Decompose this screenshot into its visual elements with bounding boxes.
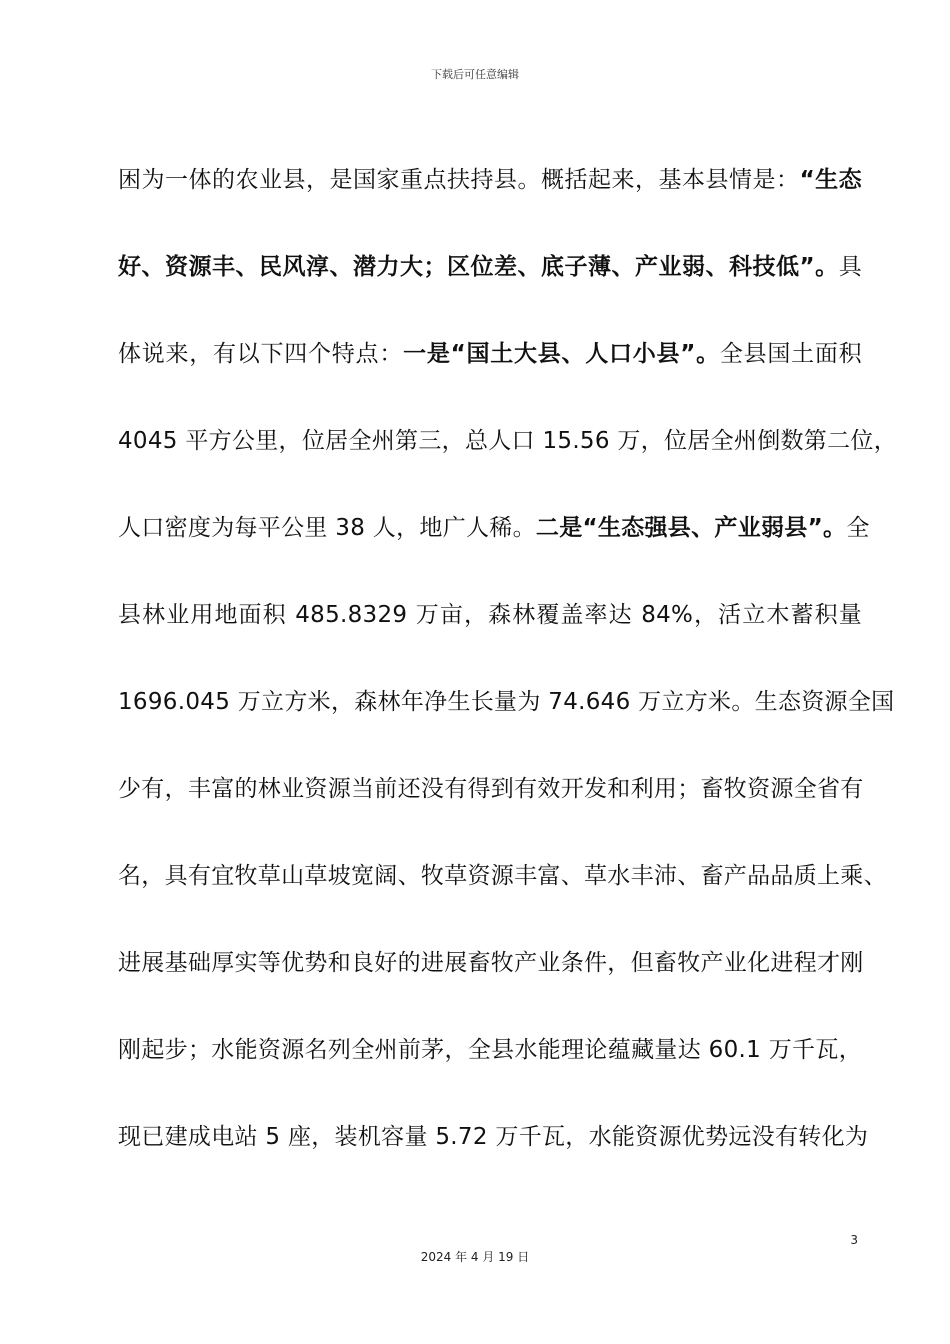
text-span: 全	[846, 515, 870, 541]
text-span: 具	[838, 254, 862, 280]
bold-text-span: 一是“国土大县、人口小县”。	[403, 341, 720, 367]
text-span: 困为一体的农业县，是国家重点扶持县。概括起来，基本县情是：	[118, 167, 800, 193]
page-header: 下载后可任意编辑	[431, 68, 519, 81]
text-span: 人口密度为每平公里 38 人，地广人稀。	[118, 515, 536, 541]
paragraph-line	[118, 672, 895, 759]
text-span: 现已建成电站 5 座，装机容量 5.72 万千瓦，水能资源优势远没有转化为	[118, 1124, 869, 1150]
footer-date: 2024 年 4 月 19 日	[420, 1250, 530, 1264]
paragraph-line	[118, 498, 870, 585]
paragraph-line	[118, 1107, 869, 1194]
paragraph-line	[118, 1020, 862, 1107]
text-span: 全县国土面积	[719, 341, 862, 367]
paragraph-line	[118, 585, 862, 672]
text-span: 少有，丰富的林业资源当前还没有得到有效开发和利用；畜牧资源全省有	[118, 776, 864, 802]
paragraph-line	[118, 846, 887, 933]
paragraph-line	[118, 933, 862, 1020]
page-number: 3	[850, 1233, 858, 1247]
text-span: 进展基础厚实等优势和良好的进展畜牧产业条件，但畜牧产业化进程才刚	[118, 950, 864, 976]
paragraph-line	[118, 324, 862, 411]
paragraph-line	[118, 150, 862, 237]
paragraph-line	[118, 759, 862, 846]
paragraph-line	[118, 411, 898, 498]
text-span: 名，具有宜牧草山草坡宽阔、牧草资源丰富、草水丰沛、畜产品品质上乘、	[118, 863, 887, 889]
paragraph-line	[118, 237, 862, 324]
text-span: 体说来，有以下四个特点：	[118, 341, 404, 367]
body-text	[118, 150, 898, 1194]
text-span: 1696.045 万立方米，森林年净生长量为 74.646 万立方米。生态资源全国	[118, 689, 895, 715]
text-span: 4045 平方公里，位居全州第三，总人口 15.56 万，位居全州倒数第二位，	[118, 428, 898, 454]
text-span: 县林业用地面积 485.8329 万亩，森林覆盖率达 84%，活立木蓄积量	[118, 602, 862, 628]
bold-text-span: “生态	[799, 167, 862, 193]
text-span: 刚起步；水能资源名列全州前茅，全县水能理论蕴藏量达 60.1 万千瓦，	[118, 1037, 862, 1063]
bold-text-span: 二是“生态强县、产业弱县”。	[535, 515, 847, 541]
bold-text-span: 好、资源丰、民风淳、潜力大；区位差、底子薄、产业弱、科技低”。	[118, 254, 839, 280]
